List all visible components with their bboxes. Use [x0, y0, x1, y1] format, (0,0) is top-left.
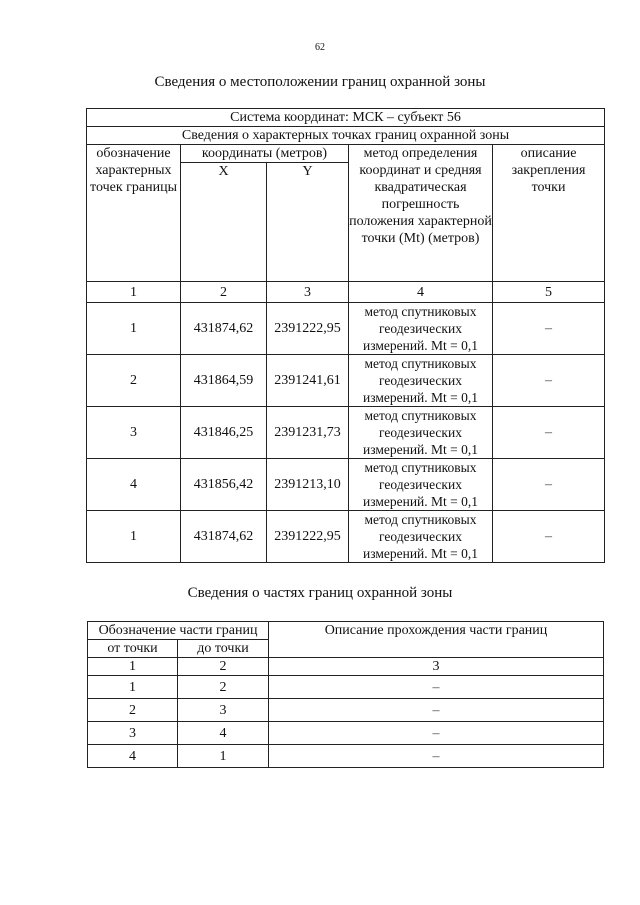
part-desc: – — [269, 745, 604, 768]
part-desc: – — [269, 722, 604, 745]
method-text: метод спутниковых геодезических измерений. Mt = 0,1 — [349, 355, 493, 407]
header-desc: описание закрепления точки — [493, 145, 605, 282]
coord-y: 2391241,61 — [267, 355, 349, 407]
method-text: метод спутниковых геодезических измерений. Mt = 0,1 — [349, 407, 493, 459]
point-desc: – — [493, 303, 605, 355]
coord-x: 431846,25 — [181, 407, 267, 459]
point-id: 4 — [87, 459, 181, 511]
table-row — [88, 745, 604, 768]
to-point: 2 — [178, 676, 269, 699]
points-table — [86, 108, 605, 563]
table-row — [87, 355, 605, 407]
part-desc: – — [269, 699, 604, 722]
coord-y: 2391222,95 — [267, 511, 349, 563]
col-number: 4 — [349, 282, 493, 303]
col-number: 2 — [178, 658, 269, 676]
point-desc: – — [493, 459, 605, 511]
to-point: 3 — [178, 699, 269, 722]
from-point: 3 — [88, 722, 178, 745]
from-point: 1 — [88, 676, 178, 699]
table-row — [87, 459, 605, 511]
coord-y: 2391231,73 — [267, 407, 349, 459]
col-number: 1 — [88, 658, 178, 676]
point-id: 2 — [87, 355, 181, 407]
col-number: 2 — [181, 282, 267, 303]
point-id: 3 — [87, 407, 181, 459]
table-row — [88, 699, 604, 722]
header-part-desc: Описание прохождения части границ — [269, 622, 604, 658]
coord-y: 2391213,10 — [267, 459, 349, 511]
table-row — [87, 511, 605, 563]
point-id: 1 — [87, 303, 181, 355]
coord-y: 2391222,95 — [267, 303, 349, 355]
header-coords: координаты (метров) — [181, 145, 349, 163]
method-text: метод спутниковых геодезических измерений. Mt = 0,1 — [349, 511, 493, 563]
col-number: 1 — [87, 282, 181, 303]
to-point: 1 — [178, 745, 269, 768]
header-method: метод определения координат и средняя квадратическая погрешность положения характерной точки (Mt) (метров) — [349, 145, 493, 282]
coord-system: Система координат: МСК – субъект 56 — [87, 109, 605, 127]
table-row — [88, 676, 604, 699]
table-row — [87, 303, 605, 355]
coord-x: 431856,42 — [181, 459, 267, 511]
from-point: 2 — [88, 699, 178, 722]
table-row — [87, 407, 605, 459]
to-point: 4 — [178, 722, 269, 745]
points-subheading: Сведения о характерных точках границ охранной зоны — [87, 127, 605, 145]
coord-x: 431874,62 — [181, 511, 267, 563]
method-text: метод спутниковых геодезических измерений. Mt = 0,1 — [349, 459, 493, 511]
header-to: до точки — [178, 640, 269, 658]
from-point: 4 — [88, 745, 178, 768]
col-number: 5 — [493, 282, 605, 303]
point-desc: – — [493, 407, 605, 459]
point-desc: – — [493, 355, 605, 407]
table-row — [88, 722, 604, 745]
section1-title: Сведения о местоположении границ охранной зоны — [154, 74, 486, 90]
col-number: 3 — [269, 658, 604, 676]
header-from: от точки — [88, 640, 178, 658]
parts-table — [87, 621, 604, 768]
point-id: 1 — [87, 511, 181, 563]
part-desc: – — [269, 676, 604, 699]
page-number: 62 — [315, 42, 325, 53]
section2-title: Сведения о частях границ охранной зоны — [187, 585, 453, 601]
coord-x: 431864,59 — [181, 355, 267, 407]
header-part: Обозначение части границ — [88, 622, 269, 640]
header-point: обозначение характерных точек границы — [87, 145, 181, 282]
col-number: 3 — [267, 282, 349, 303]
coord-x: 431874,62 — [181, 303, 267, 355]
header-y: Y — [267, 163, 349, 282]
method-text: метод спутниковых геодезических измерений. Mt = 0,1 — [349, 303, 493, 355]
point-desc: – — [493, 511, 605, 563]
header-x: X — [181, 163, 267, 282]
